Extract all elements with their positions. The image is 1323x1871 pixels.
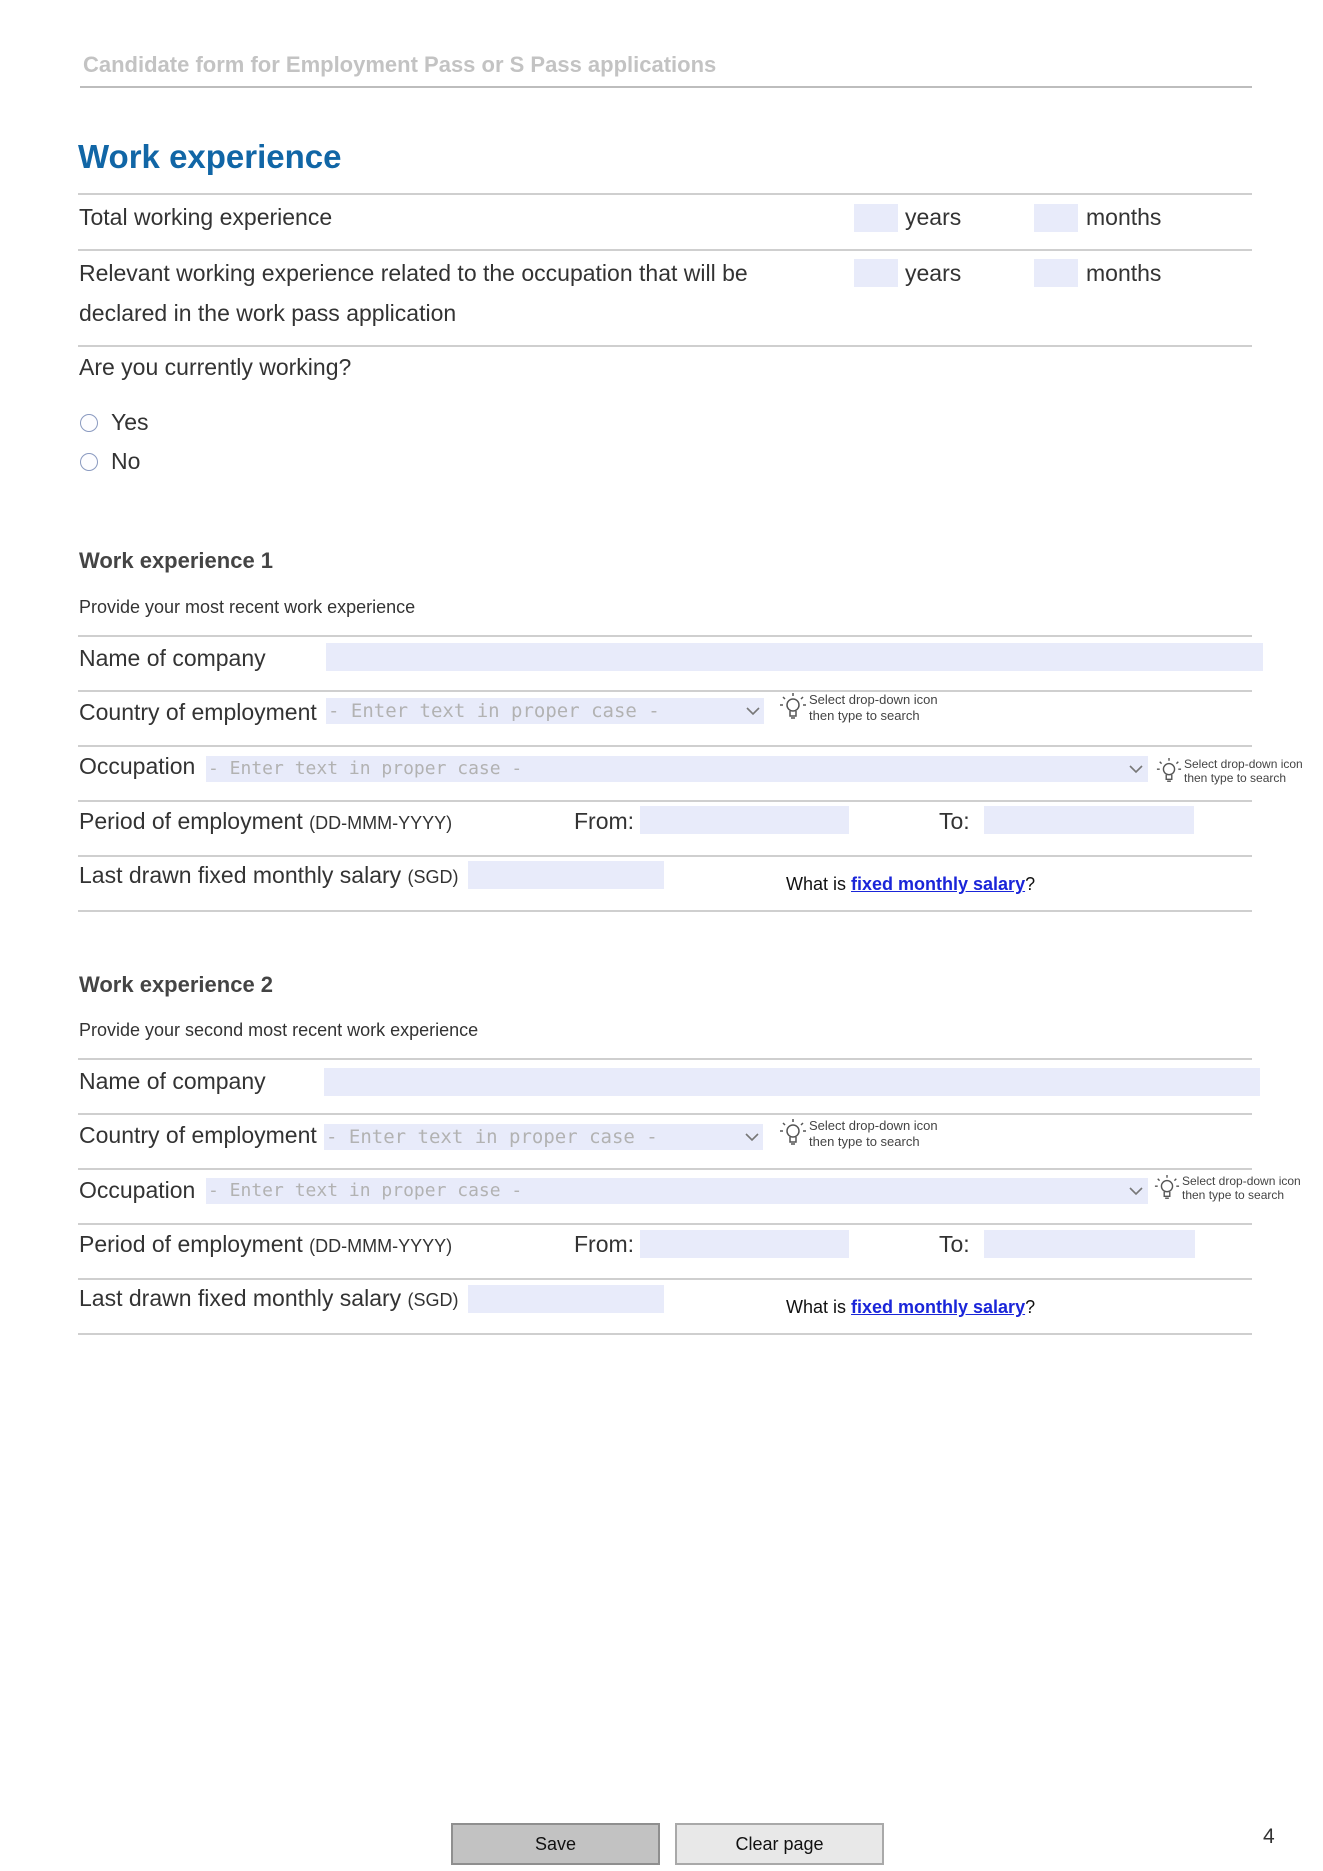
hint-line-1: Select drop-down icon xyxy=(809,1118,938,1133)
salary-label-text: Last drawn fixed monthly salary xyxy=(79,862,402,888)
salary-note xyxy=(786,874,1035,895)
search-hint xyxy=(779,1118,938,1153)
radio-yes[interactable] xyxy=(80,409,149,436)
hint-line-2: then type to search xyxy=(1184,771,1287,785)
search-hint xyxy=(1154,1174,1301,1207)
from-label: From: xyxy=(574,808,635,834)
divider xyxy=(78,249,1252,251)
chevron-down-icon[interactable] xyxy=(745,1124,759,1150)
divider xyxy=(78,690,1252,692)
occupation-combobox[interactable]: - Enter text in proper case - xyxy=(206,756,1148,782)
relevant-experience-label-line2: declared in the work pass application xyxy=(79,300,457,326)
relevant-years-input[interactable] xyxy=(854,259,898,287)
currently-working-question: Are you currently working? xyxy=(79,354,352,380)
lightbulb-icon xyxy=(1156,757,1182,790)
hint-line-2: then type to search xyxy=(1182,1188,1285,1202)
divider xyxy=(78,855,1252,857)
chevron-down-icon[interactable] xyxy=(1129,756,1143,782)
salary-note-suffix: ? xyxy=(1025,874,1036,894)
divider xyxy=(78,1168,1252,1170)
chevron-down-icon[interactable] xyxy=(746,698,760,724)
experience-1-title: Work experience 1 xyxy=(79,548,274,573)
to-date-input[interactable] xyxy=(984,806,1194,834)
salary-unit: (SGD) xyxy=(407,1290,459,1310)
period-label xyxy=(79,808,452,835)
hint-line-1: Select drop-down icon xyxy=(809,692,938,707)
header-divider xyxy=(80,86,1252,88)
divider xyxy=(78,193,1252,195)
occupation-label: Occupation xyxy=(79,753,196,779)
radio-yes-label: Yes xyxy=(111,409,149,435)
period-label-text: Period of employment xyxy=(79,1231,303,1257)
experience-2-subtitle: Provide your second most recent work experience xyxy=(79,1020,479,1040)
divider xyxy=(78,745,1252,747)
salary-label xyxy=(79,1285,459,1312)
form-header: Candidate form for Employment Pass or S Pass applications xyxy=(83,52,717,77)
years-unit: years xyxy=(905,204,962,230)
country-label: Country of employment xyxy=(79,699,317,725)
lightbulb-icon xyxy=(779,692,807,727)
divider xyxy=(78,635,1252,637)
company-name-input[interactable] xyxy=(324,1068,1260,1096)
from-date-input[interactable] xyxy=(640,806,849,834)
years-unit: years xyxy=(905,260,962,286)
period-format: (DD-MMM-YYYY) xyxy=(309,1236,453,1256)
to-label: To: xyxy=(939,1231,970,1257)
salary-unit: (SGD) xyxy=(407,867,459,887)
occupation-combobox[interactable]: - Enter text in proper case - xyxy=(206,1178,1148,1204)
country-label: Country of employment xyxy=(79,1122,317,1148)
to-label: To: xyxy=(939,808,970,834)
divider xyxy=(78,910,1252,912)
divider xyxy=(78,345,1252,347)
fixed-monthly-salary-link[interactable]: fixed monthly salary xyxy=(851,874,1026,894)
lightbulb-icon xyxy=(1154,1174,1180,1207)
company-name-input[interactable] xyxy=(326,643,1263,671)
divider xyxy=(78,1278,1252,1280)
hint-line-2: then type to search xyxy=(809,1134,920,1149)
radio-button-icon[interactable] xyxy=(80,414,98,432)
salary-label-text: Last drawn fixed monthly salary xyxy=(79,1285,402,1311)
total-years-input[interactable] xyxy=(854,204,898,232)
clear-page-button[interactable]: Clear page xyxy=(675,1823,884,1865)
relevant-experience-label-line1: Relevant working experience related to the occupation that will be xyxy=(79,260,748,286)
country-combobox[interactable]: - Enter text in proper case - xyxy=(326,698,764,724)
country-combobox[interactable]: - Enter text in proper case - xyxy=(324,1124,763,1150)
hint-line-1: Select drop-down icon xyxy=(1182,1174,1301,1188)
salary-note xyxy=(786,1297,1035,1318)
total-experience-label: Total working experience xyxy=(79,204,333,230)
search-hint xyxy=(1156,757,1303,790)
fixed-monthly-salary-link[interactable]: fixed monthly salary xyxy=(851,1297,1026,1317)
months-unit: months xyxy=(1086,260,1162,286)
divider xyxy=(78,800,1252,802)
lightbulb-icon xyxy=(779,1118,807,1153)
salary-input[interactable] xyxy=(468,861,664,889)
experience-2-title: Work experience 2 xyxy=(79,972,274,997)
to-date-input[interactable] xyxy=(984,1230,1195,1258)
radio-no[interactable] xyxy=(80,448,140,475)
occupation-label: Occupation xyxy=(79,1177,196,1203)
section-title: Work experience xyxy=(78,138,342,175)
salary-note-suffix: ? xyxy=(1025,1297,1036,1317)
months-unit: months xyxy=(1086,204,1162,230)
period-label xyxy=(79,1231,452,1258)
from-label: From: xyxy=(574,1231,635,1257)
salary-note-prefix: What is xyxy=(786,1297,852,1317)
divider xyxy=(78,1223,1252,1225)
salary-input[interactable] xyxy=(468,1285,664,1313)
hint-line-2: then type to search xyxy=(809,708,920,723)
chevron-down-icon[interactable] xyxy=(1129,1178,1143,1204)
radio-button-icon[interactable] xyxy=(80,453,98,471)
relevant-months-input[interactable] xyxy=(1034,259,1078,287)
experience-1-subtitle: Provide your most recent work experience xyxy=(79,597,416,617)
divider xyxy=(78,1058,1252,1060)
salary-label xyxy=(79,862,459,889)
company-label: Name of company xyxy=(79,1068,266,1094)
hint-line-1: Select drop-down icon xyxy=(1184,757,1303,771)
divider xyxy=(78,1333,1252,1335)
period-format: (DD-MMM-YYYY) xyxy=(309,813,453,833)
save-button[interactable]: Save xyxy=(451,1823,660,1865)
company-label: Name of company xyxy=(79,645,266,671)
page-number: 4 xyxy=(1263,1825,1275,1848)
from-date-input[interactable] xyxy=(640,1230,849,1258)
salary-note-prefix: What is xyxy=(786,874,852,894)
divider xyxy=(78,1113,1252,1115)
total-months-input[interactable] xyxy=(1034,204,1078,232)
period-label-text: Period of employment xyxy=(79,808,303,834)
search-hint xyxy=(779,692,938,727)
radio-no-label: No xyxy=(111,448,141,474)
